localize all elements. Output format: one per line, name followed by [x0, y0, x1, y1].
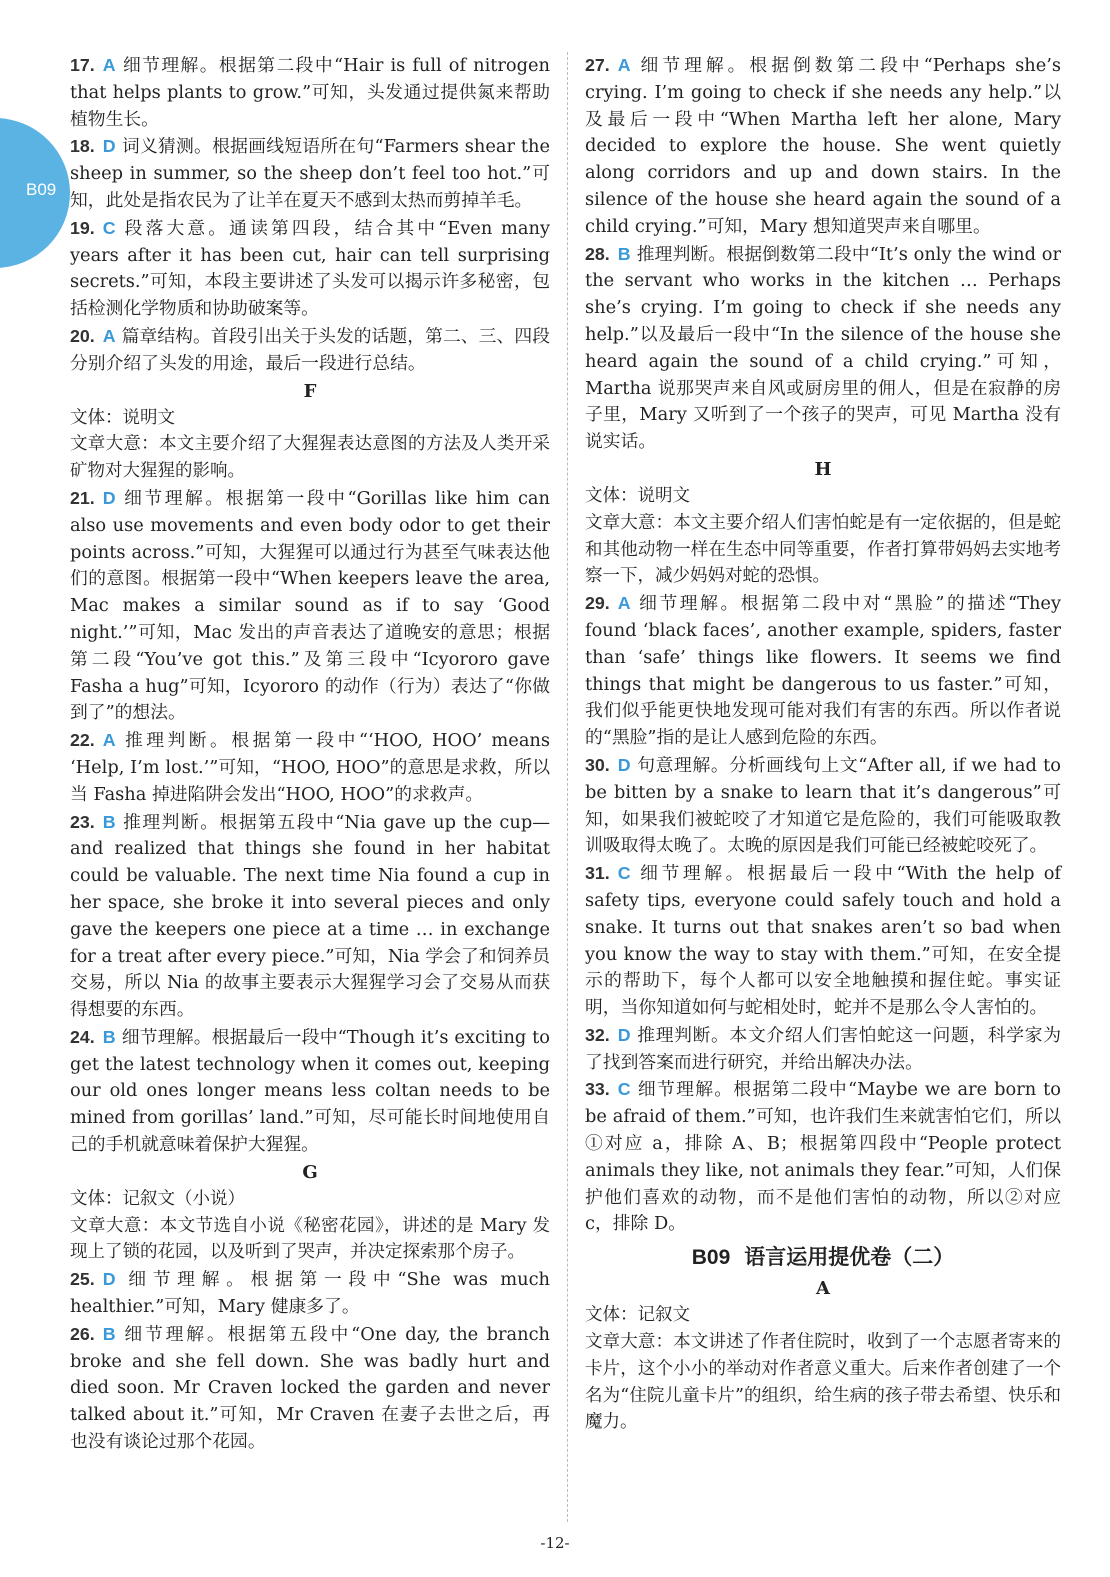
left-column: [70, 52, 550, 1456]
answer-24: 24. B 细节理解。根据最后一段中“Though it’s exciting to get the latest technology when it comes out, keeping our old ones longer means less coltan needs to be mined from gorillas’ land.”可知，尽可能长时间地使用自己的手机就意味着保护大猩猩。: [70, 1026, 550, 1156]
answer-19: 19. C 段落大意。通读第四段，结合其中“Even many years after it has been cut, hair can tell surprising secrets.”可知，本段主要讲述了头发可以揭示许多秘密，包括检测化学物质和协助破案等。: [70, 217, 550, 320]
answer-32: 32. D 推理判断。本文介绍人们害怕蛇这一问题，科学家为了找到答案而进行研究，并给出解决办法。: [585, 1024, 1061, 1073]
answer-18: 18. D 词义猜测。根据画线短语所在句“Farmers shear the sheep in summer, so the sheep don’t feel too hot.”可知，此处是指农民为了让羊在夏天不感到太热而剪掉羊毛。: [70, 136, 550, 211]
answer-23: 23. B 推理判断。根据第五段中“Nia gave up the cup—and realized that things she found in her habitat could be valuable. The next time Nia found a cup in her space, she broke it into several pieces and only gave the keepers one piece at a time … in exchange for a treat after every piece.”可知，Nia 学会了和饲养员交易，所以 Nia 的故事主要表示大猩猩学习会了交易从而获得想要的东西。: [70, 811, 550, 1021]
answer-27: 27. A 细节理解。根据倒数第二段中“Perhaps she’s crying. I’m going to check if she needs any help.”以及最后一段中“When Martha left her alone, Mary decided to explore the house. She went quietly along corridors and up and down stairs. In the silence of the house she heard again the sound of a child crying.”可知，Mary 想知道哭声来自哪里。: [585, 55, 1061, 237]
genre-h: 文体：说明文: [585, 485, 690, 506]
column-divider: [567, 52, 568, 1522]
right-column: [585, 52, 1061, 1436]
section-heading-a: A: [816, 1278, 830, 1300]
summary-f: 文章大意：本文主要介绍了大猩猩表达意图的方法及人类开采矿物对大猩猩的影响。: [70, 434, 550, 482]
answer-31: 31. C 细节理解。根据最后一段中“With the help of safety tips, everyone could safely touch and hold a snake. It turns out that snakes aren’t so bad when you know the way to stay with them.”可知，在安全提示的帮助下，每个人都可以安全地触摸和握住蛇。事实证明，当你知道如何与蛇相处时，蛇并不是那么令人害怕的。: [585, 863, 1061, 1019]
unit-code: B09: [691, 1246, 731, 1270]
answer-22: 22. A 推理判断。根据第一段中“‘HOO, HOO’ means ‘Help, I’m lost.’”可知，“HOO, HOO”的意思是求救，所以当 Fasha 掉进陷阱会发出“HOO, HOO”的求救声。: [70, 730, 550, 805]
unit-banner: [585, 1240, 1061, 1275]
genre-a: 文体：记叙文: [585, 1305, 690, 1326]
answer-20: 20. A 篇章结构。首段引出关于头发的话题，第二、三、四段分别介绍了头发的用途，最后一段进行总结。: [70, 325, 550, 374]
answer-17: 17. A 细节理解。根据第二段中“Hair is full of nitrogen that helps plants to grow.”可知，头发通过提供氮来帮助植物生长。: [70, 55, 550, 130]
summary-g: 文章大意：本文节选自小说《秘密花园》，讲述的是 Mary 发现上了锁的花园，以及听到了哭声，并决定探索那个房子。: [70, 1215, 550, 1263]
section-heading-f: F: [303, 380, 317, 402]
answer-30: 30. D 句意理解。分析画线句上文“After all, if we had to be bitten by a snake to learn that it’s dangerous”可知，如果我们被蛇咬了才知道它是危险的，我们可能吸取教训吸取得太晚了。太晚的原因是我们可能已经被蛇咬死了。: [585, 754, 1061, 857]
genre-g: 文体：记叙文（小说）: [70, 1188, 245, 1209]
answer-29: 29. A 细节理解。根据第二段中对“黑脸”的描述“They found ‘black faces’, another example, spiders, faster than ‘safe’ things like flowers. It seems we find things that might be dangerous to us faster.”可知，我们似乎能更快地发现可能对我们有害的东西。所以作者说的“黑脸”指的是让人感到危险的东西。: [585, 593, 1061, 749]
answer-25: 25. D 细节理解。根据第一段中“She was much healthier.”可知，Mary 健康多了。: [70, 1269, 550, 1318]
section-heading-g: G: [302, 1161, 318, 1183]
page-number: -12-: [540, 1534, 570, 1552]
summary-a: 文章大意：本文讲述了作者住院时，收到了一个志愿者寄来的卡片，这个小小的举动对作者意义重大。后来作者创建了一个名为“住院儿童卡片”的组织，给生病的孩子带去希望、快乐和魔力。: [585, 1332, 1061, 1433]
unit-title: 语言运用提优卷（二）: [744, 1244, 955, 1270]
answer-28: 28. B 推理判断。根据倒数第二段中“It’s only the wind or the servant who works in the kitchen … Perhaps she’s crying. I’m going to check if she needs any help.”以及最后一段中“In the silence of the house she heard again the sound of a child crying.”可知，Martha 说那哭声来自风或厨房里的佣人，但是在寂静的房子里，Mary 又听到了一个孩子的哭声，可见 Martha 没有说实话。: [585, 243, 1061, 453]
answer-33: 33. C 细节理解。根据第二段中“Maybe we are born to be afraid of them.”可知，也许我们生来就害怕它们，所以①对应 a，排除 A、B；根据第四段中“People protect animals they like, not animals they fear.”可知，人们保护他们喜欢的动物，而不是他们害怕的动物，所以②对应 c，排除 D。: [585, 1079, 1061, 1235]
genre-f: 文体：说明文: [70, 407, 175, 428]
answer-21: 21. D 细节理解。根据第一段中“Gorillas like him can also use movements and even body odor to get their points across.”可知，大猩猩可以通过行为甚至气味表达他们的意图。根据第一段中“When keepers leave the area, Mac makes a similar sound as if to say ‘Good night.’”可知，Mac 发出的声音表达了道晚安的意思；根据第二段“You’ve got this.”及第三段中“Icyororo gave Fasha a hug”可知，Icyororo 的动作（行为）表达了“你做到了”的想法。: [70, 487, 550, 724]
answer-26: 26. B 细节理解。根据第五段中“One day, the branch broke and she fell down. She was badly hurt and died soon. Mr Craven locked the garden and never talked about it.”可知，Mr Craven 在妻子去世之后，再也没有谈论过那个花园。: [70, 1323, 550, 1453]
side-tab-label: B09: [26, 180, 57, 199]
summary-h: 文章大意：本文主要介绍人们害怕蛇是有一定依据的，但是蛇和其他动物一样在生态中同等重要，作者打算带妈妈去实地考察一下，减少妈妈对蛇的恐惧。: [585, 512, 1061, 587]
section-heading-h: H: [814, 458, 832, 480]
